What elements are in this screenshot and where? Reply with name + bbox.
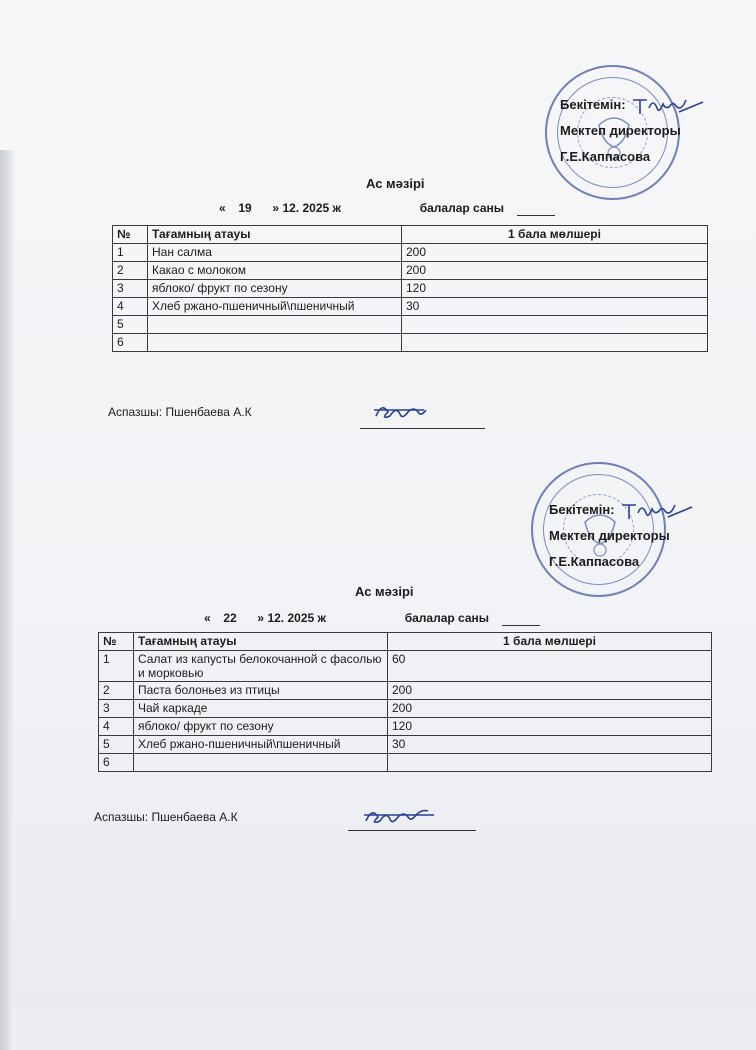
row-number: 4 bbox=[99, 718, 134, 736]
date-day: 19 bbox=[238, 201, 252, 215]
header-dish: Тағамның атауы bbox=[134, 633, 388, 651]
header-number: № bbox=[113, 226, 148, 244]
row-number: 5 bbox=[99, 736, 134, 754]
table-header-row bbox=[113, 226, 708, 244]
table-row bbox=[99, 754, 712, 772]
row-portion bbox=[402, 316, 708, 334]
date-open-quote: « bbox=[204, 611, 211, 625]
row-portion: 200 bbox=[388, 700, 712, 718]
date-month-year: 12. 2025 ж bbox=[282, 201, 342, 215]
director-signature bbox=[629, 94, 709, 118]
menu-table bbox=[98, 632, 712, 772]
row-portion: 200 bbox=[402, 262, 708, 280]
signature-line bbox=[360, 428, 485, 429]
row-dish bbox=[134, 754, 388, 772]
row-dish: яблоко/ фрукт по сезону bbox=[134, 718, 388, 736]
table-row bbox=[99, 736, 712, 754]
row-number: 6 bbox=[113, 334, 148, 352]
row-portion bbox=[388, 754, 712, 772]
table-row bbox=[99, 651, 712, 682]
menu-title: Ас мәзірі bbox=[366, 176, 425, 191]
row-portion: 30 bbox=[402, 298, 708, 316]
approval-block bbox=[560, 92, 709, 170]
table-row bbox=[113, 280, 708, 298]
table-row bbox=[99, 718, 712, 736]
row-number: 4 bbox=[113, 298, 148, 316]
children-count-label: балалар саны bbox=[419, 201, 505, 215]
row-dish bbox=[148, 334, 402, 352]
cook-signature bbox=[360, 803, 450, 829]
header-dish: Тағамның атауы bbox=[148, 226, 402, 244]
date-close-quote: » bbox=[257, 611, 265, 625]
date-day: 22 bbox=[223, 611, 237, 625]
row-dish: Хлеб ржано-пшеничный\пшеничный bbox=[148, 298, 402, 316]
date-month-year: 12. 2025 ж bbox=[267, 611, 327, 625]
row-dish: Какао с молоком bbox=[148, 262, 402, 280]
date-open-quote: « bbox=[219, 201, 226, 215]
table-row bbox=[113, 316, 708, 334]
director-position: Мектеп директоры bbox=[560, 123, 681, 138]
row-number: 2 bbox=[113, 262, 148, 280]
children-count-blank bbox=[502, 611, 540, 626]
header-portion: 1 бала мөлшері bbox=[402, 226, 708, 244]
row-dish: Хлеб ржано-пшеничный\пшеничный bbox=[134, 736, 388, 754]
table-row bbox=[99, 682, 712, 700]
table-row bbox=[99, 700, 712, 718]
row-number: 1 bbox=[113, 244, 148, 262]
approval-label: Бекітемін: bbox=[560, 97, 626, 112]
cook-name: Пшенбаева А.К bbox=[165, 405, 252, 419]
cook-label: Аспазшы: bbox=[94, 810, 149, 824]
cook-name: Пшенбаева А.К bbox=[151, 810, 238, 824]
row-portion: 30 bbox=[388, 736, 712, 754]
table-row bbox=[113, 334, 708, 352]
cook-line bbox=[94, 810, 238, 824]
director-name: Г.Е.Каппасова bbox=[549, 554, 640, 569]
approval-block bbox=[549, 497, 698, 575]
row-portion: 200 bbox=[402, 244, 708, 262]
table-row bbox=[113, 262, 708, 280]
signature-line bbox=[348, 830, 476, 831]
menu-table bbox=[112, 225, 708, 352]
cook-line bbox=[108, 405, 252, 419]
table-row bbox=[113, 298, 708, 316]
row-number: 3 bbox=[99, 700, 134, 718]
row-portion: 120 bbox=[388, 718, 712, 736]
row-portion: 60 bbox=[388, 651, 712, 682]
date-close-quote: » bbox=[272, 201, 280, 215]
menu-date bbox=[204, 611, 540, 626]
header-portion: 1 бала мөлшері bbox=[388, 633, 712, 651]
children-count-blank bbox=[517, 201, 555, 216]
row-number: 2 bbox=[99, 682, 134, 700]
row-dish: Салат из капусты белокочанной с фасолью и морковью bbox=[134, 651, 388, 682]
approval-label: Бекітемін: bbox=[549, 502, 615, 517]
cook-signature bbox=[370, 398, 440, 424]
row-number: 1 bbox=[99, 651, 134, 682]
header-number: № bbox=[99, 633, 134, 651]
table-header-row bbox=[99, 633, 712, 651]
table-row bbox=[113, 244, 708, 262]
row-dish: яблоко/ фрукт по сезону bbox=[148, 280, 402, 298]
menu-title: Ас мәзірі bbox=[355, 584, 414, 599]
row-number: 5 bbox=[113, 316, 148, 334]
row-number: 3 bbox=[113, 280, 148, 298]
row-dish: Паста болоньез из птицы bbox=[134, 682, 388, 700]
row-portion bbox=[402, 334, 708, 352]
director-signature bbox=[618, 499, 698, 523]
menu-date bbox=[219, 201, 555, 216]
row-dish: Чай каркаде bbox=[134, 700, 388, 718]
row-portion: 120 bbox=[402, 280, 708, 298]
row-dish: Нан салма bbox=[148, 244, 402, 262]
director-name: Г.Е.Каппасова bbox=[560, 149, 651, 164]
row-number: 6 bbox=[99, 754, 134, 772]
row-dish bbox=[148, 316, 402, 334]
director-position: Мектеп директоры bbox=[549, 528, 670, 543]
row-portion: 200 bbox=[388, 682, 712, 700]
cook-label: Аспазшы: bbox=[108, 405, 163, 419]
page-edge bbox=[0, 150, 14, 1050]
children-count-label: балалар саны bbox=[404, 611, 490, 625]
